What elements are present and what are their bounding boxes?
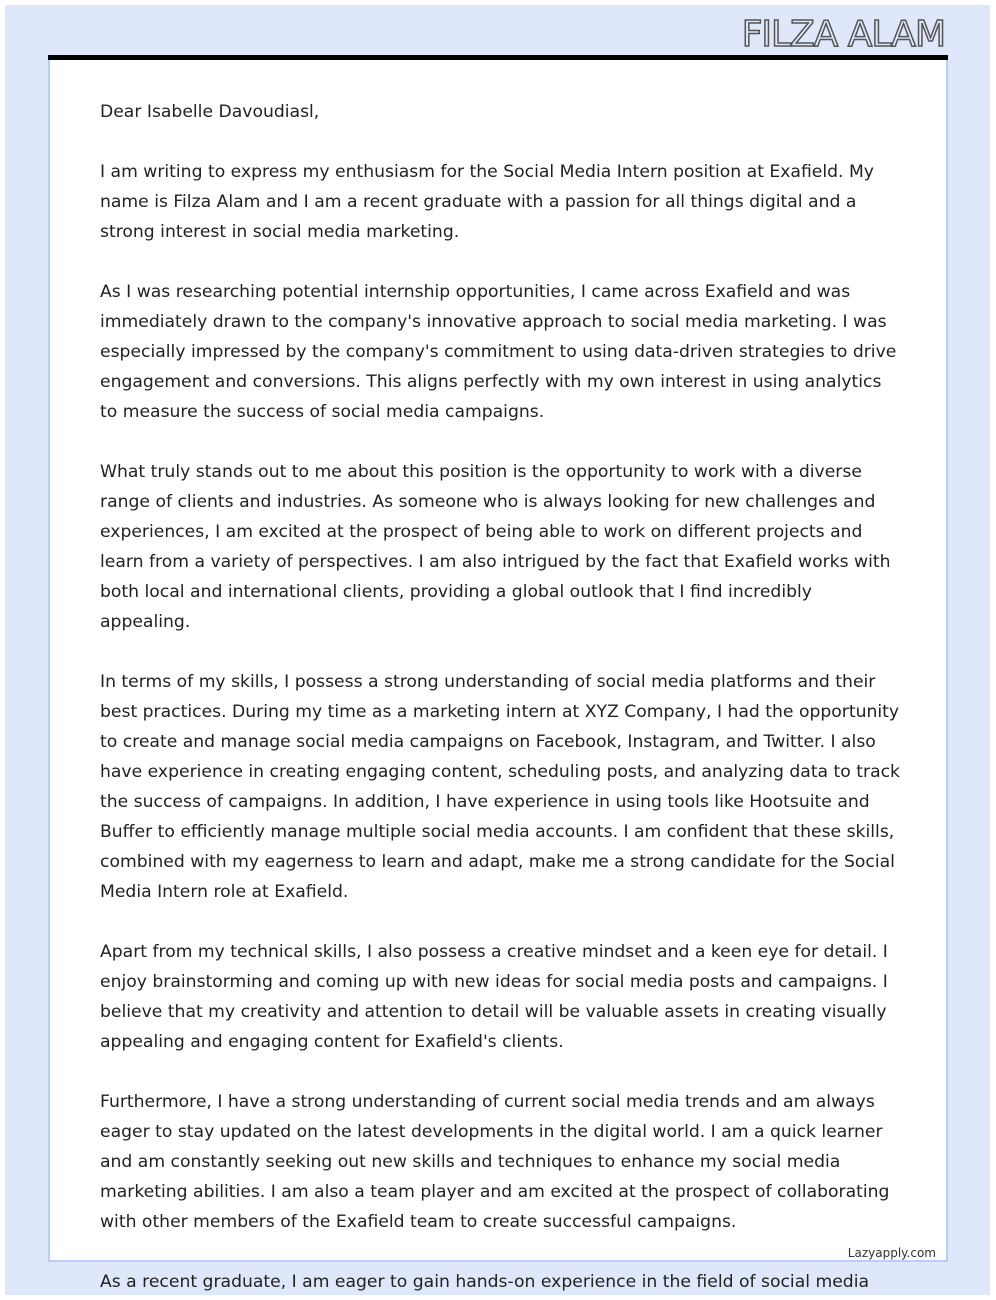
paragraph: As I was researching potential internship opportunities, I came across Exafield and was immediately drawn to the company's innovative approach to social media marketing. I was especially impressed by the company's commitment to using data-driven strategies to drive engagement and conversions. This aligns perfectly with my own interest in using analytics to measure the success of social media campaigns. (100, 282, 897, 422)
document-background (5, 5, 990, 1295)
paragraph: Furthermore, I have a strong understanding of current social media trends and am always eager to stay updated on the latest developments in the digital world. I am a quick learner and am constantly seeking out new skills and techniques to enhance my social media marketing abilities. I am also a team player and am excited at the prospect of collaborating with other members of the Exafield team to create successful campaigns. (100, 1092, 890, 1232)
paragraph: I am writing to express my enthusiasm for the Social Media Intern position at Exafield. My name is Filza Alam and I am a recent graduate with a passion for all things digital and a strong interest in social media marketing. (100, 162, 874, 242)
applicant-name-header: FILZA ALAM (741, 14, 945, 55)
paragraph: What truly stands out to me about this position is the opportunity to work with a diverse range of clients and industries. As someone who is always looking for new challenges and experiences, I am excited at the prospect of being able to work on different projects and learn from a variety of perspectives. I am also intrigued by the fact that Exafield works with both local and international clients, providing a global outlook that I find incredibly appealing. (100, 462, 891, 632)
letter-body (100, 97, 900, 1295)
watermark: Lazyapply.com (847, 1246, 936, 1260)
paragraph: In terms of my skills, I possess a strong understanding of social media platforms and their best practices. During my time as a marketing intern at XYZ Company, I had the opportunity to create and manage social media campaigns on Facebook, Instagram, and Twitter. I also have experience in creating engaging content, scheduling posts, and analyzing data to track the success of campaigns. In addition, I have experience in using tools like Hootsuite and Buffer to efficiently manage multiple social media accounts. I am confident that these skills, combined with my eagerness to learn and adapt, make me a strong candidate for the Social Media Intern role at Exafield. (100, 672, 901, 902)
paragraph: Apart from my technical skills, I also possess a creative mindset and a keen eye for detail. I enjoy brainstorming and coming up with new ideas for social media posts and campaigns. I believe that my creativity and attention to detail will be valuable assets in creating visually appealing and engaging content for Exafield's clients. (100, 942, 888, 1052)
salutation: Dear Isabelle Davoudiasl, (100, 102, 320, 122)
paragraph: As a recent graduate, I am eager to gain hands-on experience in the field of social media (100, 1272, 870, 1292)
